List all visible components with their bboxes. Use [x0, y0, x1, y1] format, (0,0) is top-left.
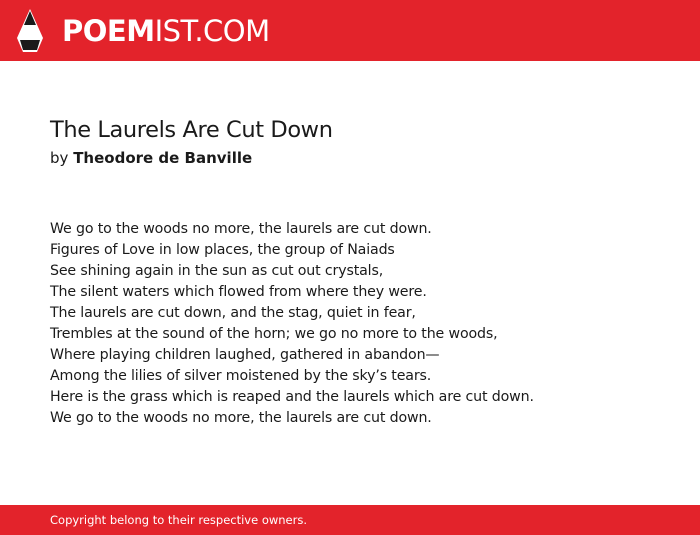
poem-line: The laurels are cut down, and the stag, quiet in fear, — [50, 305, 416, 321]
author-name: Theodore de Banville — [73, 149, 253, 167]
byline-label: by — [50, 149, 69, 167]
copyright-text: Copyright belong to their respective owners. — [50, 513, 308, 527]
poem-line: Where playing children laughed, gathered in abandon— — [50, 347, 440, 363]
poem-title: The Laurels Are Cut Down — [50, 117, 333, 143]
logo-text-bold: POEM — [62, 14, 155, 48]
poem-line: Figures of Love in low places, the group of Naiads — [50, 242, 395, 258]
poem-line: We go to the woods no more, the laurels are cut down. — [50, 410, 432, 426]
poem-line: The silent waters which flowed from where they were. — [50, 284, 427, 300]
poem-line: We go to the woods no more, the laurels are cut down. — [50, 221, 432, 237]
site-logo[interactable] — [62, 13, 270, 49]
logo-text-light: IST.COM — [154, 14, 270, 48]
site-footer — [0, 505, 700, 535]
poem-line: Among the lilies of silver moistened by the sky’s tears. — [50, 368, 432, 384]
site-header — [0, 0, 700, 61]
pencil-icon[interactable] — [17, 9, 43, 52]
poem-line: Trembles at the sound of the horn; we go no more to the woods, — [50, 326, 498, 342]
byline — [50, 149, 252, 167]
poem-body — [50, 219, 670, 429]
poem-line: See shining again in the sun as cut out crystals, — [50, 263, 384, 279]
poem-line: Here is the grass which is reaped and the laurels which are cut down. — [50, 389, 534, 405]
